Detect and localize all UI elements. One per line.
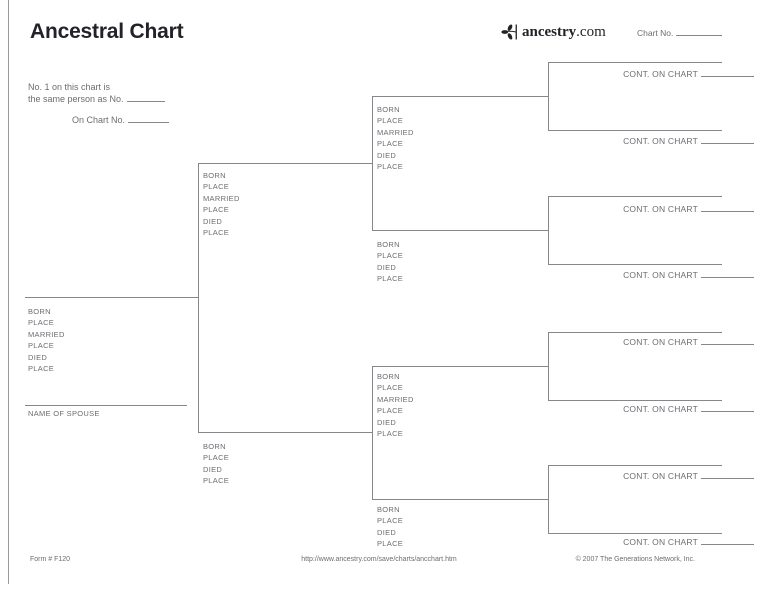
- died-label: DIED: [377, 527, 397, 537]
- person1-name-line[interactable]: [25, 297, 198, 298]
- place-label: PLACE: [203, 453, 230, 463]
- place-label: PLACE: [377, 539, 404, 549]
- father-fields: [203, 170, 240, 238]
- died-label: DIED: [377, 417, 397, 427]
- born-label: BORN: [203, 171, 226, 180]
- ggparent-13-name-line[interactable]: [548, 400, 722, 401]
- page-title: Ancestral Chart: [30, 20, 184, 43]
- page-left-edge: [8, 0, 9, 584]
- mother-connector: [372, 366, 373, 500]
- place-label: PLACE: [28, 318, 55, 328]
- cont-chart-no-blank[interactable]: [701, 270, 754, 278]
- married-label: MARRIED: [28, 329, 65, 339]
- married-label: MARRIED: [377, 394, 414, 404]
- place-label: PLACE: [377, 516, 404, 526]
- cont-chart-no-blank[interactable]: [701, 404, 754, 412]
- ggparent-14-name-line[interactable]: [548, 465, 722, 466]
- cont-chart-no-blank[interactable]: [701, 136, 754, 144]
- cont-chart-no-blank[interactable]: [701, 537, 754, 545]
- died-label: DIED: [203, 216, 223, 226]
- ggparent-10-name-line[interactable]: [548, 196, 722, 197]
- father-name-line[interactable]: [198, 163, 373, 164]
- footer-url: http://www.ancestry.com/save/charts/ancchart.htm: [301, 556, 457, 563]
- mother-fields: [203, 441, 229, 487]
- spouse-name-line[interactable]: [25, 405, 187, 406]
- ggparent-9-name-line[interactable]: [548, 130, 722, 131]
- ancestry-leaf-icon: [501, 22, 520, 42]
- married-label: MARRIED: [203, 193, 240, 203]
- note-line2: the same person as No.: [28, 94, 124, 104]
- died-label: DIED: [203, 464, 223, 474]
- ggparent-15-name-line[interactable]: [548, 533, 722, 534]
- chart-no-label: Chart No.: [637, 28, 674, 38]
- place-label: PLACE: [377, 139, 404, 149]
- cont-on-chart-13: [548, 404, 754, 414]
- on-chart-no-label: On Chart No.: [71, 115, 125, 125]
- person1-connector: [198, 163, 199, 433]
- maternal-grandmother-fields: [377, 504, 403, 550]
- cont-label: CONT. ON CHART: [623, 204, 698, 214]
- place-label: PLACE: [377, 383, 404, 393]
- place-label: PLACE: [377, 429, 404, 439]
- place-label: PLACE: [377, 162, 404, 172]
- born-label: BORN: [377, 505, 400, 514]
- chart-no-field: [637, 28, 722, 38]
- cont-on-chart-15: [548, 537, 754, 547]
- cont-label: CONT. ON CHART: [623, 270, 698, 280]
- maternal-grandfather-name-line[interactable]: [372, 366, 549, 367]
- married-label: MARRIED: [377, 127, 414, 137]
- cont-on-chart-12: [548, 337, 754, 347]
- place-label: PLACE: [377, 251, 404, 261]
- born-label: BORN: [377, 372, 400, 381]
- mother-name-line[interactable]: [198, 432, 373, 433]
- maternal-grandmother-name-line[interactable]: [372, 499, 549, 500]
- died-label: DIED: [377, 262, 397, 272]
- cont-chart-no-blank[interactable]: [701, 69, 754, 77]
- born-label: BORN: [377, 105, 400, 114]
- cont-label: CONT. ON CHART: [623, 69, 698, 79]
- ancestry-logo: [501, 22, 606, 42]
- logo-brand-text: ancestry: [522, 23, 577, 40]
- paternal-grandmother-name-line[interactable]: [372, 230, 549, 231]
- cont-on-chart-8: [548, 69, 754, 79]
- place-label: PLACE: [28, 364, 55, 374]
- paternal-grandfather-fields: [377, 104, 414, 172]
- on-chart-no-blank[interactable]: [128, 115, 169, 123]
- cont-chart-no-blank[interactable]: [701, 471, 754, 479]
- born-label: BORN: [377, 240, 400, 249]
- place-label: PLACE: [28, 341, 55, 351]
- cont-on-chart-9: [548, 136, 754, 146]
- cont-label: CONT. ON CHART: [623, 537, 698, 547]
- place-label: PLACE: [377, 116, 404, 126]
- place-label: PLACE: [203, 228, 230, 238]
- person1-fields: [28, 306, 65, 374]
- cont-chart-no-blank[interactable]: [701, 204, 754, 212]
- ggparent-12-name-line[interactable]: [548, 332, 722, 333]
- place-label: PLACE: [203, 205, 230, 215]
- died-label: DIED: [28, 352, 48, 362]
- cont-on-chart-11: [548, 270, 754, 280]
- on-chart-no-field: [28, 115, 169, 125]
- born-label: BORN: [28, 307, 51, 316]
- chart-no-blank[interactable]: [676, 28, 722, 36]
- cont-on-chart-14: [548, 471, 754, 481]
- paternal-grandfather-name-line[interactable]: [372, 96, 549, 97]
- cont-on-chart-10: [548, 204, 754, 214]
- form-number: Form # F120: [30, 556, 71, 563]
- cont-label: CONT. ON CHART: [623, 404, 698, 414]
- place-label: PLACE: [377, 274, 404, 284]
- father-connector: [372, 96, 373, 231]
- maternal-grandfather-fields: [377, 371, 414, 439]
- died-label: DIED: [377, 150, 397, 160]
- note-line1: No. 1 on this chart is: [28, 82, 111, 92]
- cont-label: CONT. ON CHART: [623, 136, 698, 146]
- chart-note: [28, 81, 165, 105]
- logo-tld-text: .com: [576, 23, 606, 40]
- ggparent-11-name-line[interactable]: [548, 264, 722, 265]
- paternal-grandmother-fields: [377, 239, 403, 285]
- spouse-name-label: NAME OF SPOUSE: [28, 409, 100, 418]
- cont-label: CONT. ON CHART: [623, 471, 698, 481]
- cont-chart-no-blank[interactable]: [701, 337, 754, 345]
- place-label: PLACE: [203, 182, 230, 192]
- born-label: BORN: [203, 442, 226, 451]
- same-person-no-blank[interactable]: [127, 94, 165, 102]
- ggparent-8-name-line[interactable]: [548, 62, 722, 63]
- place-label: PLACE: [203, 476, 230, 486]
- place-label: PLACE: [377, 406, 404, 416]
- cont-label: CONT. ON CHART: [623, 337, 698, 347]
- copyright-text: © 2007 The Generations Network, Inc.: [575, 556, 695, 563]
